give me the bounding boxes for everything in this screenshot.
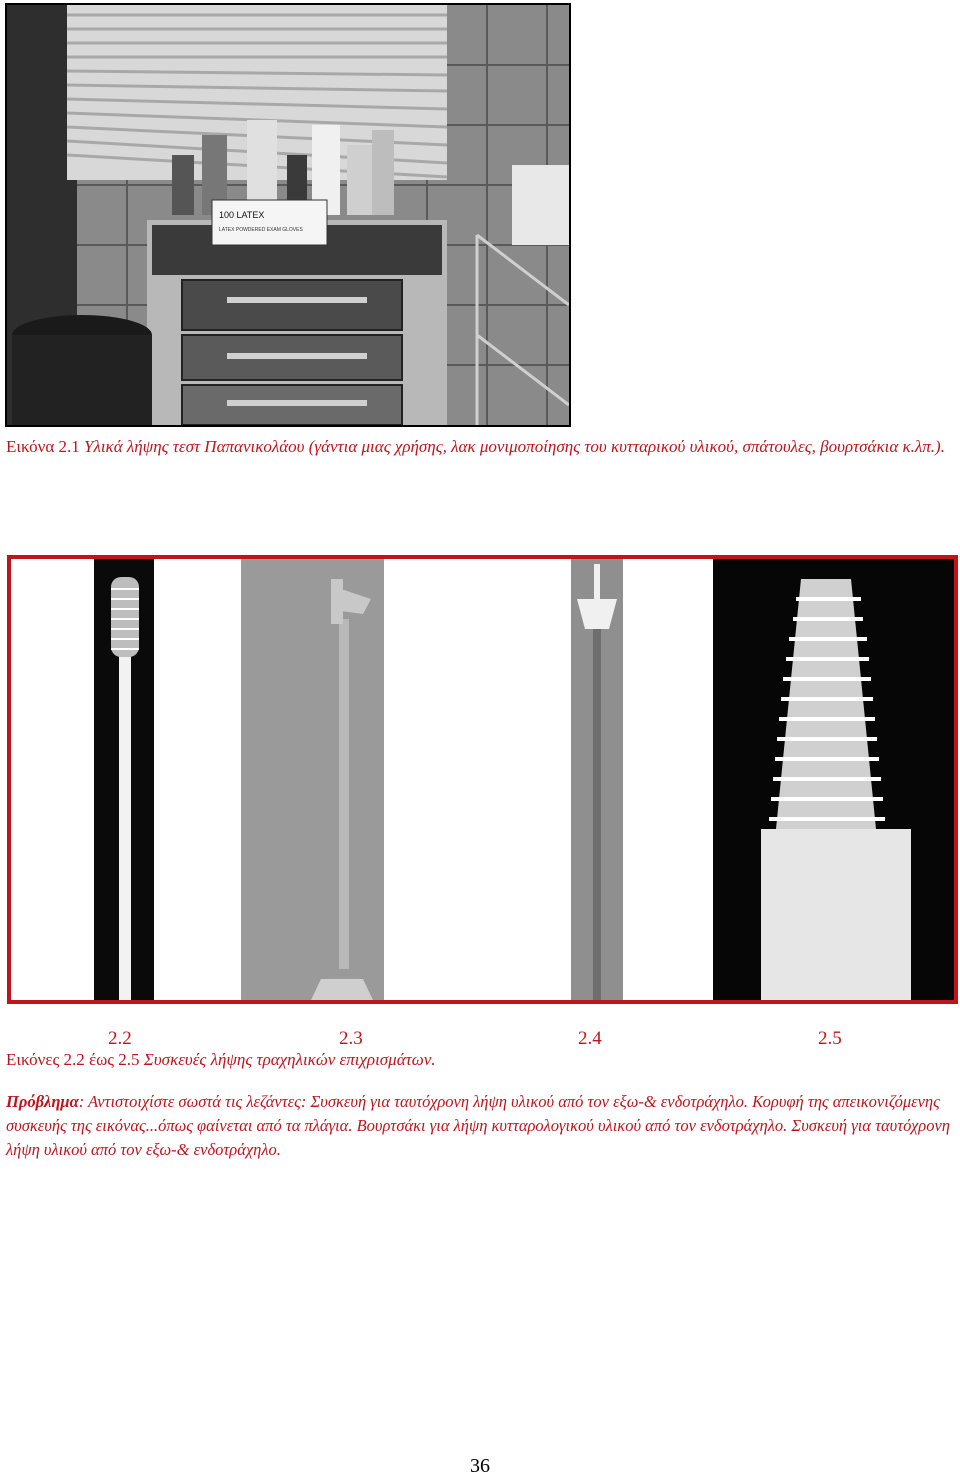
figure-label-2-1: Εικόνα 2.1 bbox=[6, 437, 80, 456]
figure-caption-text-2-1: Υλικά λήψης τεστ Παπανικολάου (γάντια μιας χρήσης, λακ μονιμοποίησης του κυτταρικού υλικού, σπάτουλες, βουρτσάκια κ.λπ.). bbox=[84, 437, 945, 456]
page-number: 36 bbox=[470, 1455, 490, 1477]
problem-paragraph bbox=[6, 1090, 956, 1162]
problem-label: Πρόβλημα bbox=[6, 1092, 79, 1111]
glove-box-label: 100 LATEX bbox=[219, 210, 265, 220]
glove-box-sublabel: LATEX POWDERED EXAM GLOVES bbox=[219, 227, 303, 233]
figure-number-2-3: 2.3 bbox=[339, 1028, 363, 1049]
photo-device-2-3 bbox=[241, 559, 384, 1000]
photo-device-2-5 bbox=[713, 559, 954, 1000]
figure-number-2-5: 2.5 bbox=[818, 1028, 842, 1049]
photo-strip-devices bbox=[7, 555, 958, 1004]
photo-device-2-2 bbox=[94, 559, 154, 1000]
figure-caption-2-2-to-2-5 bbox=[6, 1050, 436, 1070]
photo-pap-test-materials bbox=[5, 3, 571, 427]
figure-label-2-2-to-2-5: Εικόνες 2.2 έως 2.5 bbox=[6, 1050, 140, 1069]
figure-number-2-4: 2.4 bbox=[578, 1028, 602, 1049]
photo-device-2-4 bbox=[571, 559, 623, 1000]
figure-caption-text-2-2-to-2-5: Συσκευές λήψης τραχηλικών επιχρισμάτων. bbox=[143, 1050, 436, 1069]
problem-text: : Αντιστοιχίστε σωστά τις λεζάντες: Συσκευή για ταυτόχρονη λήψη υλικού από τον εξω-& ενδοτράχηλο. Κορυφή της απεικονιζόμενης συσκευής της εικόνας...όπως φαίνεται από τα πλάγια. Βουρτσάκι για λήψη κυτταρολογικού υλικού από τον ενδοτράχηλο. Συσκευή για ταυτόχρονη λήψη υλικού από τον εξω-& ενδοτράχηλο. bbox=[6, 1092, 950, 1159]
figure-number-2-2: 2.2 bbox=[108, 1028, 132, 1049]
figure-caption-2-1 bbox=[6, 434, 956, 460]
